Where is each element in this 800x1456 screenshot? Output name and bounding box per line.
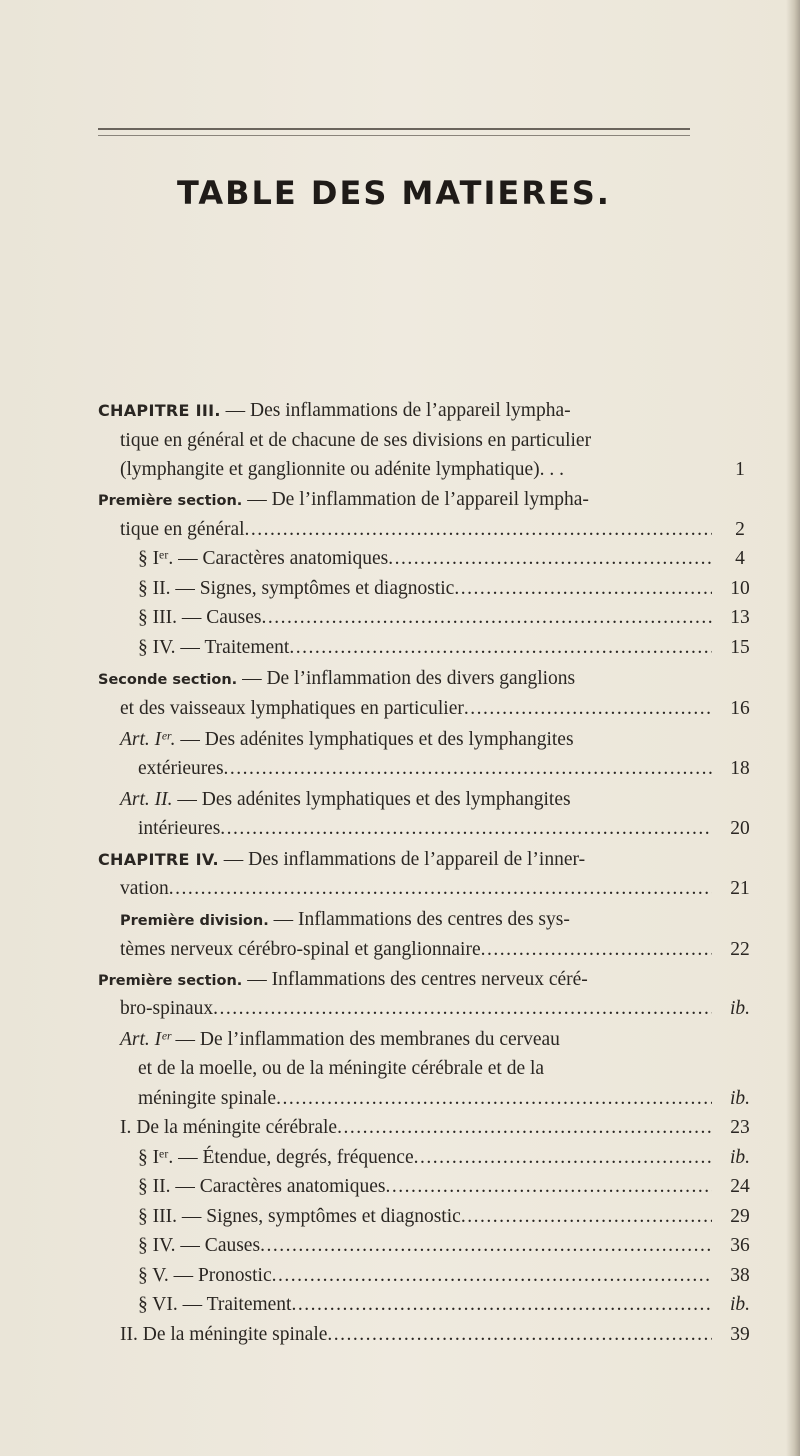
article-3-line-3: méningite spinale [138,1088,277,1109]
leader-dots [220,818,712,839]
leader-dots [454,578,712,599]
division-1-line-2: tèmes nerveux cérébro-spinal et ganglionnaire [120,939,481,960]
top-rule [98,128,690,130]
section-1-label: Première section. [98,493,243,509]
article-3-line-3-row [138,1086,712,1112]
toc-entry-text: § VI. — Traitement [138,1294,292,1315]
chapter-4-label: CHAPITRE IV. [98,850,219,869]
leader-dots [245,519,712,540]
division-1-line-1: — Inflammations des centres des sys- [268,909,570,930]
top-rule-thin [98,135,690,136]
chapter-3-line-1: — Des inflammations de l’appareil lympha- [220,400,571,421]
leader-dots [388,548,712,569]
section-1-line-2: tique en général [120,519,245,540]
article-3-line-2: et de la moelle, ou de la méningite cérébrale et de la [138,1058,545,1079]
section-3-line-1: — Inflammations des centres nerveux céré- [242,969,588,990]
toc-entry-page: 15 [730,637,750,658]
article-3-line-1: — De l’inflammation des membranes du cerveau [170,1029,560,1050]
article-1-page: 18 [730,758,750,779]
leader-dots [260,1235,712,1256]
section-2-label: Seconde section. [98,672,238,688]
division-1-page: 22 [730,939,750,960]
chapter-3-line-2: tique en général et de chacune de ses divisions en particulier [120,430,592,451]
toc-entry-text: I. De la méningite cérébrale [120,1117,338,1138]
article-2-heading [120,787,571,813]
toc-entry [138,1204,712,1230]
division-1-label: Première division. [120,913,269,929]
toc-entry-page: ib. [729,1147,751,1168]
section-1-heading [98,487,589,513]
chapter-4-line-2: vation [120,878,169,899]
article-2-page: 20 [730,818,750,839]
leader-dots [337,1117,712,1138]
chapter-4-heading [98,847,585,873]
toc-entry [138,635,712,661]
toc-entry [138,1233,712,1259]
toc-entry-text: § V. — Pronostic [138,1265,272,1286]
leader-dots [385,1176,712,1197]
section-3-line-2-row [120,996,712,1022]
toc-entry [138,1174,712,1200]
leader-dots [481,939,712,960]
leader-dots [327,1324,712,1345]
leader-dots [213,998,712,1019]
division-1-heading [120,907,570,933]
toc-entry-page: 13 [730,607,750,628]
article-2-line-2: intérieures [138,818,221,839]
toc-entry-page: 29 [730,1206,750,1227]
article-2-line-2-row [138,816,712,842]
section-2-line-1: — De l’inflammation des divers ganglions [237,668,576,689]
article-1-line-2-row [138,756,712,782]
article-1-heading [120,727,574,753]
article-1-line-2: extérieures [138,758,224,779]
toc-entry-text: § IV. — Traitement [138,637,290,658]
article-2-label: Art. II. [120,789,173,810]
leader-dots [261,607,712,628]
toc-entry [120,1115,712,1141]
chapter-3-page: 1 [735,459,745,480]
toc-entry-text: § IV. — Causes [138,1235,261,1256]
section-2-heading [98,666,575,692]
section-3-page: ib. [729,998,751,1019]
leader-dots [169,878,712,899]
section-2-page: 16 [730,698,750,719]
toc-entry [138,605,712,631]
chapter-3-heading [98,398,571,424]
leader-dots [272,1265,712,1286]
leader-dots [289,637,712,658]
toc-entry [138,1292,712,1318]
toc-entry-text: § Iᵉʳ. — Caractères anatomiques [138,548,389,569]
toc-entry-page: 10 [730,578,750,599]
leader-dots [414,1147,712,1168]
section-2-line-2-row [120,696,712,722]
chapter-4-line-2-row [120,876,712,902]
leader-dots [276,1088,712,1109]
section-3-label: Première section. [98,973,243,989]
article-1-line-1: — Des adénites lymphatiques et des lymphangites [175,729,574,750]
section-3-heading [98,967,588,993]
section-1-line-2-row [120,517,712,543]
toc-entry-page: 39 [730,1324,750,1345]
article-2-line-1: — Des adénites lymphatiques et des lymphangites [172,789,571,810]
toc-entry-text: § II. — Caractères anatomiques [138,1176,386,1197]
section-3-line-2: bro-spinaux [120,998,214,1019]
toc-entry [120,1322,712,1348]
section-1-page: 2 [735,519,745,540]
leader-dots [461,1206,712,1227]
toc-entry [138,576,712,602]
chapter-4-page: 21 [730,878,750,899]
toc-entry-page: 38 [730,1265,750,1286]
toc-entry [138,1263,712,1289]
page-title: TABLE DES MATIERES. [177,174,611,212]
article-1-label: Art. Iᵉʳ. [120,729,176,750]
toc-entry-page: 36 [730,1235,750,1256]
page-edge-shadow [786,0,800,1456]
toc-entry-text: § II. — Signes, symptômes et diagnostic [138,578,455,599]
toc-entry [138,546,712,572]
division-1-line-2-row [120,937,712,963]
toc-entry-text: II. De la méningite spinale [120,1324,328,1345]
toc-entry-page: 23 [730,1117,750,1138]
toc-entry-page: ib. [729,1294,751,1315]
toc-entry-text: § Iᵉʳ. — Étendue, degrés, fréquence [138,1147,414,1168]
article-3-heading [120,1027,560,1053]
toc-entry-text: § III. — Causes [138,607,262,628]
leader-dots [464,698,712,719]
toc-entry-page: 24 [730,1176,750,1197]
leader-dots [224,758,712,779]
section-1-line-1: — De l’inflammation de l’appareil lympha- [242,489,589,510]
leader-dots [291,1294,712,1315]
chapter-4-line-1: — Des inflammations de l’appareil de l’inner- [218,849,586,870]
article-3-page: ib. [729,1088,751,1109]
chapter-3-line-3: (lymphangite et ganglionnite ou adénite lymphatique). . . [120,459,565,480]
toc-entry-page: 4 [735,548,745,569]
toc-entry-text: § III. — Signes, symptômes et diagnostic [138,1206,461,1227]
section-2-line-2: et des vaisseaux lymphatiques en particulier [120,698,464,719]
chapter-3-label: CHAPITRE III. [98,401,221,420]
article-3-label: Art. Iᵉʳ [120,1029,171,1050]
toc-entry [138,1145,712,1171]
